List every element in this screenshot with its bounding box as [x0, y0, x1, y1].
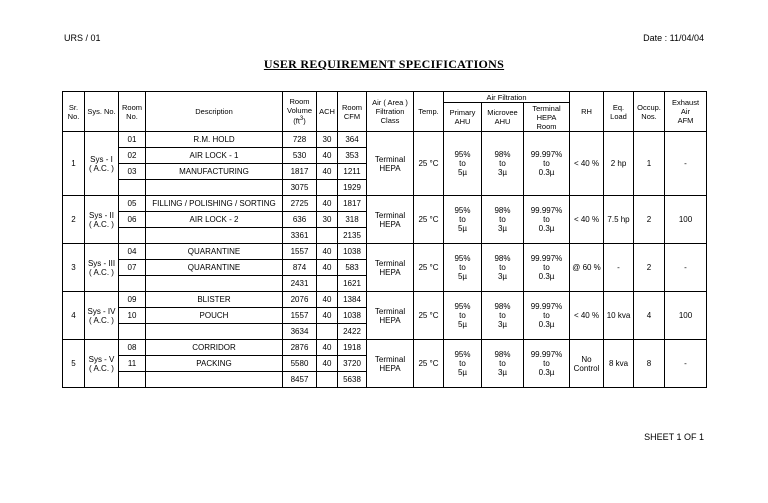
room-description: MANUFACTURING — [146, 164, 283, 180]
room-cfm: 1038 — [338, 308, 367, 324]
temperature: 25 °C — [414, 244, 444, 292]
col-terminal-hepa: Terminal HEPA Room — [524, 103, 570, 132]
room-cfm: 1384 — [338, 292, 367, 308]
equipment-load: 10 kva — [604, 292, 634, 340]
sr-number: 5 — [63, 340, 85, 388]
col-sr: Sr. No. — [63, 92, 85, 132]
room-volume: 530 — [283, 148, 317, 164]
filtration-class: Terminal HEPA — [367, 292, 414, 340]
total-cfm: 5638 — [338, 372, 367, 388]
room-volume: 2076 — [283, 292, 317, 308]
room-number: 04 — [119, 244, 146, 260]
col-room: Room No. — [119, 92, 146, 132]
total-volume: 3075 — [283, 180, 317, 196]
total-ach-blank — [317, 372, 338, 388]
total-desc-blank — [146, 372, 283, 388]
room-volume: 636 — [283, 212, 317, 228]
specification-table — [62, 91, 707, 388]
document-date: Date : 11/04/04 — [643, 33, 704, 43]
room-cfm: 3720 — [338, 356, 367, 372]
room-ach: 40 — [317, 164, 338, 180]
room-description: PACKING — [146, 356, 283, 372]
room-cfm: 583 — [338, 260, 367, 276]
filtration-class: Terminal HEPA — [367, 244, 414, 292]
room-description: R.M. HOLD — [146, 132, 283, 148]
occupancy: 8 — [634, 340, 665, 388]
room-ach: 40 — [317, 340, 338, 356]
micro-filtration: 98% to 3µ — [482, 196, 524, 244]
room-ach: 40 — [317, 244, 338, 260]
col-primary-ahu: Primary AHU — [444, 103, 482, 132]
primary-filtration: 95% to 5µ — [444, 196, 482, 244]
room-description: AIR LOCK - 1 — [146, 148, 283, 164]
micro-filtration: 98% to 3µ — [482, 132, 524, 196]
room-volume: 5580 — [283, 356, 317, 372]
page-title: USER REQUIREMENT SPECIFICATIONS — [263, 57, 505, 71]
filtration-class: Terminal HEPA — [367, 340, 414, 388]
col-room-volume: Room Volume $(ft^3)$ — [283, 92, 317, 132]
temperature: 25 °C — [414, 292, 444, 340]
room-volume: 2725 — [283, 196, 317, 212]
exhaust-air: 100 — [665, 196, 707, 244]
total-room-blank — [119, 372, 146, 388]
room-number: 07 — [119, 260, 146, 276]
total-desc-blank — [146, 324, 283, 340]
total-desc-blank — [146, 180, 283, 196]
exhaust-air: - — [665, 132, 707, 196]
temperature: 25 °C — [414, 196, 444, 244]
room-volume: 1817 — [283, 164, 317, 180]
occupancy: 2 — [634, 244, 665, 292]
system-number: Sys - II ( A.C. ) — [85, 196, 119, 244]
term-filtration: 99.997% to 0.3µ — [524, 244, 570, 292]
relative-humidity: < 40 % — [570, 196, 604, 244]
col-eq-load: Eq. Load — [604, 92, 634, 132]
room-ach: 40 — [317, 292, 338, 308]
room-cfm: 1817 — [338, 196, 367, 212]
term-filtration: 99.997% to 0.3µ — [524, 340, 570, 388]
equipment-load: 8 kva — [604, 340, 634, 388]
term-filtration: 99.997% to 0.3µ — [524, 132, 570, 196]
room-cfm: 353 — [338, 148, 367, 164]
micro-filtration: 98% to 3µ — [482, 244, 524, 292]
primary-filtration: 95% to 5µ — [444, 132, 482, 196]
table-row — [63, 292, 707, 308]
room-volume: 1557 — [283, 244, 317, 260]
room-ach: 40 — [317, 356, 338, 372]
table-row — [63, 196, 707, 212]
sr-number: 1 — [63, 132, 85, 196]
room-cfm: 1918 — [338, 340, 367, 356]
micro-filtration: 98% to 3µ — [482, 292, 524, 340]
col-temp: Temp. — [414, 92, 444, 132]
total-room-blank — [119, 276, 146, 292]
primary-filtration: 95% to 5µ — [444, 340, 482, 388]
specification-body — [63, 132, 707, 388]
exhaust-air: - — [665, 244, 707, 292]
table-row — [63, 244, 707, 260]
room-volume: 728 — [283, 132, 317, 148]
room-volume: 874 — [283, 260, 317, 276]
filtration-class: Terminal HEPA — [367, 132, 414, 196]
room-number: 03 — [119, 164, 146, 180]
table-row — [63, 340, 707, 356]
sr-number: 4 — [63, 292, 85, 340]
occupancy: 2 — [634, 196, 665, 244]
total-cfm: 2135 — [338, 228, 367, 244]
sr-number: 3 — [63, 244, 85, 292]
room-ach: 40 — [317, 148, 338, 164]
exhaust-air: 100 — [665, 292, 707, 340]
room-number: 05 — [119, 196, 146, 212]
exhaust-air: - — [665, 340, 707, 388]
total-volume: 2431 — [283, 276, 317, 292]
col-microvee-ahu: Microvee AHU — [482, 103, 524, 132]
room-ach: 40 — [317, 260, 338, 276]
room-ach: 40 — [317, 308, 338, 324]
equipment-load: 7.5 hp — [604, 196, 634, 244]
col-air-filtration: Air Filtration — [444, 92, 570, 103]
term-filtration: 99.997% to 0.3µ — [524, 292, 570, 340]
relative-humidity: < 40 % — [570, 132, 604, 196]
room-ach: 40 — [317, 196, 338, 212]
total-room-blank — [119, 180, 146, 196]
room-cfm: 318 — [338, 212, 367, 228]
relative-humidity: @ 60 % — [570, 244, 604, 292]
col-description: Description — [146, 92, 283, 132]
col-filtration-class: Air ( Area ) Filtration Class — [367, 92, 414, 132]
system-number: Sys - IV ( A.C. ) — [85, 292, 119, 340]
primary-filtration: 95% to 5µ — [444, 292, 482, 340]
room-volume: 2876 — [283, 340, 317, 356]
total-cfm: 1621 — [338, 276, 367, 292]
total-cfm: 2422 — [338, 324, 367, 340]
table-row — [63, 132, 707, 148]
occupancy: 1 — [634, 132, 665, 196]
room-number: 01 — [119, 132, 146, 148]
sheet-number: SHEET 1 OF 1 — [644, 432, 704, 442]
total-volume: 8457 — [283, 372, 317, 388]
document-reference: URS / 01 — [64, 33, 101, 43]
total-desc-blank — [146, 228, 283, 244]
room-number: 02 — [119, 148, 146, 164]
col-room-cfm: Room CFM — [338, 92, 367, 132]
temperature: 25 °C — [414, 132, 444, 196]
room-description: QUARANTINE — [146, 260, 283, 276]
room-number: 08 — [119, 340, 146, 356]
total-room-blank — [119, 324, 146, 340]
occupancy: 4 — [634, 292, 665, 340]
total-volume: 3361 — [283, 228, 317, 244]
filtration-class: Terminal HEPA — [367, 196, 414, 244]
total-cfm: 1929 — [338, 180, 367, 196]
room-description: CORRIDOR — [146, 340, 283, 356]
system-number: Sys - I ( A.C. ) — [85, 132, 119, 196]
col-ach: ACH — [317, 92, 338, 132]
micro-filtration: 98% to 3µ — [482, 340, 524, 388]
relative-humidity: < 40 % — [570, 292, 604, 340]
total-ach-blank — [317, 228, 338, 244]
equipment-load: 2 hp — [604, 132, 634, 196]
room-description: QUARANTINE — [146, 244, 283, 260]
room-number: 06 — [119, 212, 146, 228]
primary-filtration: 95% to 5µ — [444, 244, 482, 292]
room-description: AIR LOCK - 2 — [146, 212, 283, 228]
room-description: BLISTER — [146, 292, 283, 308]
room-cfm: 1038 — [338, 244, 367, 260]
col-occupancy: Occup. Nos. — [634, 92, 665, 132]
sr-number: 2 — [63, 196, 85, 244]
room-volume: 1557 — [283, 308, 317, 324]
room-number: 11 — [119, 356, 146, 372]
total-ach-blank — [317, 324, 338, 340]
room-ach: 30 — [317, 132, 338, 148]
room-number: 09 — [119, 292, 146, 308]
room-description: POUCH — [146, 308, 283, 324]
total-volume: 3634 — [283, 324, 317, 340]
room-ach: 30 — [317, 212, 338, 228]
system-number: Sys - III ( A.C. ) — [85, 244, 119, 292]
col-exhaust: Exhaust Air AFM — [665, 92, 707, 132]
col-rh: RH — [570, 92, 604, 132]
total-ach-blank — [317, 276, 338, 292]
relative-humidity: No Control — [570, 340, 604, 388]
room-number: 10 — [119, 308, 146, 324]
equipment-load: - — [604, 244, 634, 292]
col-sys: Sys. No. — [85, 92, 119, 132]
temperature: 25 °C — [414, 340, 444, 388]
total-desc-blank — [146, 276, 283, 292]
total-room-blank — [119, 228, 146, 244]
room-cfm: 1211 — [338, 164, 367, 180]
room-cfm: 364 — [338, 132, 367, 148]
system-number: Sys - V ( A.C. ) — [85, 340, 119, 388]
term-filtration: 99.997% to 0.3µ — [524, 196, 570, 244]
total-ach-blank — [317, 180, 338, 196]
room-description: FILLING / POLISHING / SORTING — [146, 196, 283, 212]
